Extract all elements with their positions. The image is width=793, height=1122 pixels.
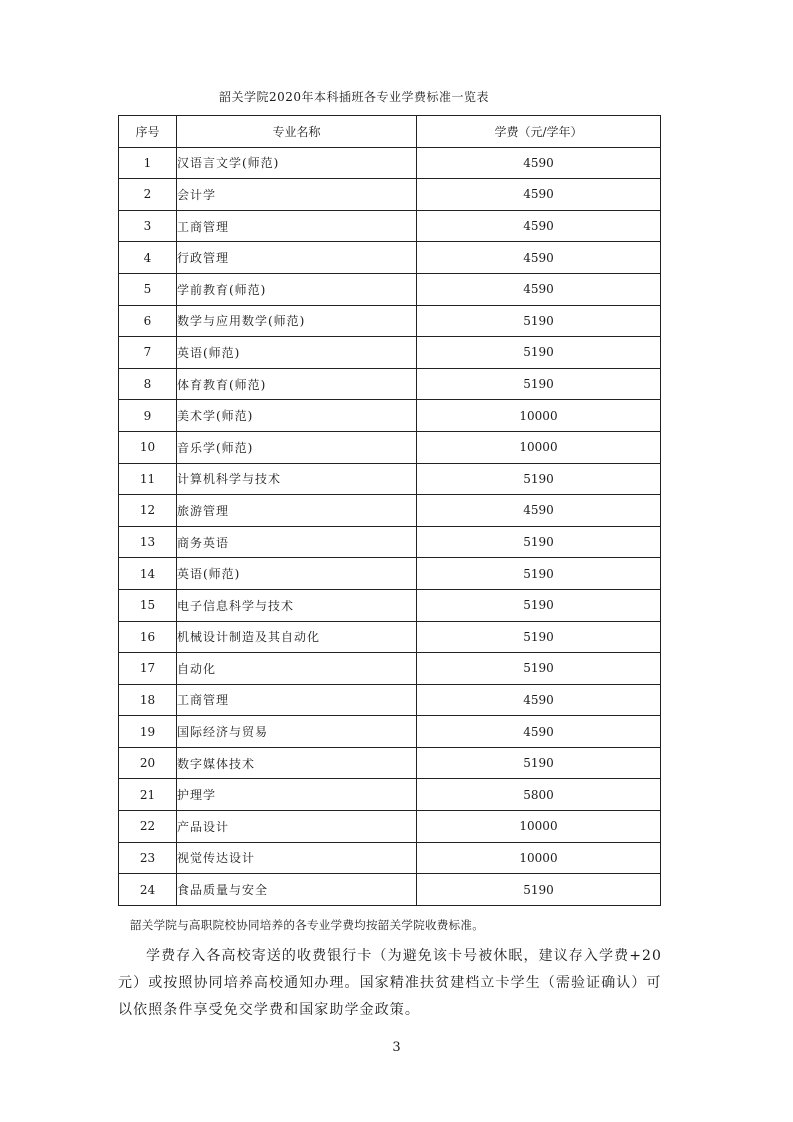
tuition-fee: 5190 (417, 874, 661, 906)
major-name: 食品质量与安全 (177, 874, 417, 906)
table-row (119, 653, 661, 685)
row-number: 4 (119, 242, 177, 274)
major-name: 英语(师范) (177, 337, 417, 369)
tuition-fee: 4590 (417, 716, 661, 748)
major-name: 旅游管理 (177, 495, 417, 527)
table-row (119, 305, 661, 337)
tuition-fee: 5190 (417, 747, 661, 779)
table-row (119, 242, 661, 274)
row-number: 21 (119, 779, 177, 811)
fee-table (118, 115, 661, 906)
table-row (119, 684, 661, 716)
tuition-fee: 10000 (417, 842, 661, 874)
tuition-fee: 5190 (417, 653, 661, 685)
major-name: 计算机科学与技术 (177, 463, 417, 495)
table-row (119, 337, 661, 369)
row-number: 8 (119, 368, 177, 400)
row-number: 23 (119, 842, 177, 874)
major-name: 工商管理 (177, 684, 417, 716)
payment-instructions: 学费存入各高校寄送的收费银行卡（为避免该卡号被休眠，建议存入学费+20元）或按照协同培养高校通知办理。国家精准扶贫建档立卡学生（需验证确认）可以依照条件享受免交学费和国家助学金政策。 (118, 948, 663, 1018)
tuition-fee: 4590 (417, 273, 661, 305)
tuition-fee: 4590 (417, 210, 661, 242)
table-row (119, 779, 661, 811)
row-number: 13 (119, 526, 177, 558)
table-row (119, 589, 661, 621)
header-major-name: 专业名称 (177, 116, 417, 148)
tuition-fee: 4590 (417, 147, 661, 179)
tuition-fee: 4590 (417, 684, 661, 716)
major-name: 行政管理 (177, 242, 417, 274)
table-row (119, 621, 661, 653)
tuition-fee: 10000 (417, 400, 661, 432)
row-number: 10 (119, 431, 177, 463)
tuition-fee: 4590 (417, 242, 661, 274)
table-row (119, 747, 661, 779)
tuition-fee: 10000 (417, 811, 661, 843)
table-row (119, 526, 661, 558)
page-title: 韶关学院2020年本科插班各专业学费标准一览表 (218, 90, 490, 104)
table-header-row (119, 116, 661, 148)
major-name: 机械设计制造及其自动化 (177, 621, 417, 653)
page-number: 3 (392, 1040, 401, 1055)
header-no: 序号 (119, 116, 177, 148)
tuition-fee: 5190 (417, 305, 661, 337)
tuition-fee: 10000 (417, 431, 661, 463)
tuition-fee: 4590 (417, 495, 661, 527)
major-name: 汉语言文学(师范) (177, 147, 417, 179)
major-name: 学前教育(师范) (177, 273, 417, 305)
row-number: 2 (119, 179, 177, 211)
major-name: 商务英语 (177, 526, 417, 558)
tuition-fee: 5190 (417, 463, 661, 495)
tuition-fee: 5190 (417, 621, 661, 653)
table-row (119, 495, 661, 527)
row-number: 7 (119, 337, 177, 369)
row-number: 24 (119, 874, 177, 906)
table-row (119, 210, 661, 242)
tuition-fee: 5190 (417, 368, 661, 400)
row-number: 3 (119, 210, 177, 242)
table-row (119, 558, 661, 590)
row-number: 11 (119, 463, 177, 495)
table-footnote: 韶关学院与高职院校协同培养的各专业学费均按韶关学院收费标准。 (130, 918, 484, 932)
row-number: 17 (119, 653, 177, 685)
tuition-fee: 5190 (417, 589, 661, 621)
major-name: 视觉传达设计 (177, 842, 417, 874)
header-tuition: 学费（元/学年） (417, 116, 661, 148)
major-name: 自动化 (177, 653, 417, 685)
row-number: 20 (119, 747, 177, 779)
row-number: 16 (119, 621, 177, 653)
row-number: 18 (119, 684, 177, 716)
row-number: 1 (119, 147, 177, 179)
major-name: 数字媒体技术 (177, 747, 417, 779)
major-name: 音乐学(师范) (177, 431, 417, 463)
major-name: 护理学 (177, 779, 417, 811)
table-row (119, 874, 661, 906)
row-number: 22 (119, 811, 177, 843)
major-name: 工商管理 (177, 210, 417, 242)
tuition-fee: 5190 (417, 558, 661, 590)
table-row (119, 147, 661, 179)
table-row (119, 842, 661, 874)
tuition-fee: 5190 (417, 337, 661, 369)
row-number: 5 (119, 273, 177, 305)
major-name: 电子信息科学与技术 (177, 589, 417, 621)
table-row (119, 179, 661, 211)
tuition-fee: 5190 (417, 526, 661, 558)
tuition-fee: 5800 (417, 779, 661, 811)
major-name: 国际经济与贸易 (177, 716, 417, 748)
table-body (119, 147, 661, 905)
row-number: 6 (119, 305, 177, 337)
major-name: 英语(师范) (177, 558, 417, 590)
table-row (119, 400, 661, 432)
major-name: 会计学 (177, 179, 417, 211)
major-name: 美术学(师范) (177, 400, 417, 432)
row-number: 14 (119, 558, 177, 590)
row-number: 15 (119, 589, 177, 621)
table-row (119, 811, 661, 843)
major-name: 体育教育(师范) (177, 368, 417, 400)
table-row (119, 368, 661, 400)
table-row (119, 273, 661, 305)
table-row (119, 463, 661, 495)
row-number: 12 (119, 495, 177, 527)
table-row (119, 431, 661, 463)
major-name: 产品设计 (177, 811, 417, 843)
tuition-fee: 4590 (417, 179, 661, 211)
row-number: 9 (119, 400, 177, 432)
major-name: 数学与应用数学(师范) (177, 305, 417, 337)
row-number: 19 (119, 716, 177, 748)
table-row (119, 716, 661, 748)
